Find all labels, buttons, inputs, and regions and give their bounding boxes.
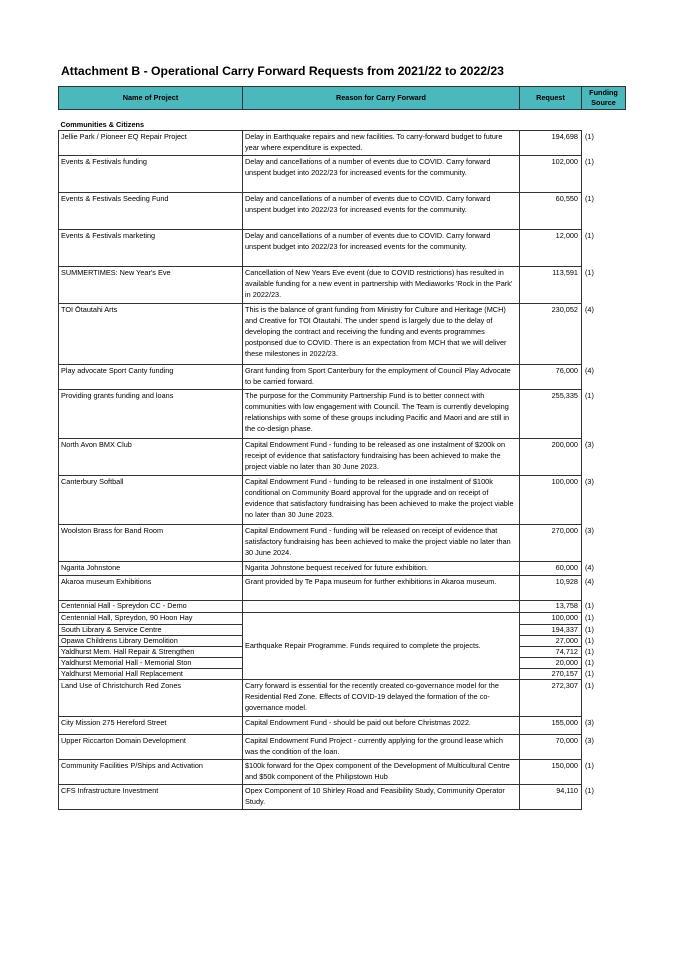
project-cell: Woolston Brass for Band Room <box>59 525 243 562</box>
reason-cell: The purpose for the Community Partnership Fund is to better connect with communities with low engagement with Council. The Team is currently developing relationships with some of these groups including Pacific and Maori and are still in the co-design phase. <box>243 390 520 439</box>
project-cell: Events & Festivals Seeding Fund <box>59 193 243 230</box>
table-row <box>59 267 626 304</box>
project-cell: TOI Ōtautahi Arts <box>59 304 243 365</box>
funding-source-cell: (1) <box>585 680 594 690</box>
project-cell: South Library & Service Centre <box>59 625 243 636</box>
funding-source-cell: (1) <box>585 390 594 400</box>
page-title: Attachment B - Operational Carry Forward Requests from 2021/22 to 2022/23 <box>61 64 504 78</box>
funding-source-cell: (1) <box>585 635 594 645</box>
funding-source-cell: (4) <box>585 304 594 314</box>
table-row <box>59 680 626 717</box>
reason-cell: Opex Component of 10 Shirley Road and Feasibility Study, Community Operator Study. <box>243 785 520 810</box>
funding-source-cell: (4) <box>585 576 594 586</box>
request-cell: 74,712 <box>520 647 582 658</box>
table-row <box>59 131 626 156</box>
request-cell: 272,307 <box>520 680 582 717</box>
project-cell: CFS Infrastructure Investment <box>59 785 243 810</box>
request-cell: 70,000 <box>520 735 582 760</box>
request-cell: 113,591 <box>520 267 582 304</box>
project-cell: Akaroa museum Exhibitions <box>59 576 243 601</box>
request-cell: 27,000 <box>520 636 582 647</box>
reason-cell: Capital Endowment Fund - funding to be released as one instalment of $200k on receipt of evidence that satisfactory fundraising has been achieved to make the project viable no later than 30 June 2023. <box>243 439 520 476</box>
request-cell: 100,000 <box>520 613 582 625</box>
funding-source-cell: (4) <box>585 365 594 375</box>
project-cell: Centennial Hall, Spreydon, 90 Hoon Hay <box>59 613 243 625</box>
project-cell: Land Use of Christchurch Red Zones <box>59 680 243 717</box>
funding-source-cell: (1) <box>585 657 594 667</box>
reason-cell: Delay and cancellations of a number of events due to COVID. Carry forward unspent budget into 2022/23 for increased events for the community. <box>243 230 520 267</box>
funding-source-cell: (1) <box>585 760 594 770</box>
funding-source-cell: (1) <box>585 230 594 240</box>
project-cell: Community Facilities P/Ships and Activation <box>59 760 243 785</box>
table-row <box>59 785 626 810</box>
funding-source-cell: (1) <box>585 156 594 166</box>
reason-cell: This is the balance of grant funding from Ministry for Culture and Heritage (MCH) and Creative for TOI Ōtautahi. The under spend is largely due to the delay of developing the contract and receiving the funding and events programmes postponsed due to COVID. There is an expectation from MCH that we will deliver these milestones in 2022/23. <box>243 304 520 365</box>
reason-cell: Grant provided by Te Papa museum for further exhibitions in Akaroa museum. <box>243 576 520 601</box>
table-row <box>59 601 626 613</box>
table-row <box>59 735 626 760</box>
funding-source-cell: (3) <box>585 439 594 449</box>
funding-source-cell: (1) <box>585 785 594 795</box>
reason-cell: Cancellation of New Years Eve event (due to COVID restrictions) has resulted in available funding for a new event in partnership with Mediaworks 'Rock in the Park' in 2022/23. <box>243 267 520 304</box>
request-cell: 94,110 <box>520 785 582 810</box>
table-row <box>59 717 626 735</box>
funding-source-cell: (3) <box>585 717 594 727</box>
request-cell: 10,928 <box>520 576 582 601</box>
table-row <box>59 365 626 390</box>
project-cell: Canterbury Softball <box>59 476 243 525</box>
table-row <box>59 156 626 193</box>
reason-cell: Capital Endowment Fund - funding will be released on receipt of evidence that satisfactory fundraising has been achieved to make the project viable no later than 30 June 2024. <box>243 525 520 562</box>
request-cell: 270,157 <box>520 669 582 680</box>
request-cell: 100,000 <box>520 476 582 525</box>
funding-source-cell: (1) <box>585 600 594 610</box>
request-cell: 150,000 <box>520 760 582 785</box>
header-funding-line2: Source <box>591 98 616 107</box>
request-cell: 230,052 <box>520 304 582 365</box>
project-cell: North Avon BMX Club <box>59 439 243 476</box>
reason-cell: Capital Endowment Fund - funding to be released in one instalment of $100k conditional on Community Board approval for the upgrade and on receipt of evidence that satisfactory fundraising has been achieved to make the project viable no later than 30 June 2023. <box>243 476 520 525</box>
table-row <box>59 230 626 267</box>
project-cell: Providing grants funding and loans <box>59 390 243 439</box>
project-cell: SUMMERTIMES: New Year's Eve <box>59 267 243 304</box>
funding-source-cell: (1) <box>585 131 594 141</box>
project-cell: Centennial Hall - Spreydon CC - Demo <box>59 601 243 613</box>
table-row <box>59 562 626 576</box>
reason-cell: Ngarita Johnstone bequest received for future exhibition. <box>243 562 520 576</box>
carry-forward-table <box>58 86 626 810</box>
request-cell: 60,550 <box>520 193 582 230</box>
table-row <box>59 476 626 525</box>
reason-cell: Grant funding from Sport Canterbury for the employment of Council Play Advocate to be carried forward. <box>243 365 520 390</box>
funding-source-cell: (1) <box>585 646 594 656</box>
table-row <box>59 304 626 365</box>
project-cell: Yaldhurst Memorial Hall - Memorial Ston <box>59 658 243 669</box>
table-row <box>59 193 626 230</box>
project-cell: Yaldhurst Mem. Hall Repair & Strengthen <box>59 647 243 658</box>
table-row <box>59 760 626 785</box>
project-cell: Upper Riccarton Domain Development <box>59 735 243 760</box>
header-funding-source <box>582 87 626 110</box>
section-label: Communities & Citizens <box>60 120 145 129</box>
header-project: Name of Project <box>59 87 243 110</box>
eq-reason-cell: Earthquake Repair Programme. Funds required to complete the projects. <box>243 613 520 680</box>
funding-source-cell: (1) <box>585 612 594 622</box>
project-cell: Events & Festivals funding <box>59 156 243 193</box>
project-cell: Opawa Childrens Library Demolition <box>59 636 243 647</box>
project-cell: City Mission 275 Hereford Street <box>59 717 243 735</box>
reason-cell: Capital Endowment Fund Project - currently applying for the ground lease which was the condition of the loan. <box>243 735 520 760</box>
table-header-row <box>59 87 626 110</box>
reason-cell: Delay and cancellations of a number of events due to COVID. Carry forward unspent budget into 2022/23 for increased events for the community. <box>243 193 520 230</box>
project-cell: Ngarita Johnstone <box>59 562 243 576</box>
header-funding-line1: Funding <box>589 88 618 97</box>
funding-source-cell: (1) <box>585 668 594 678</box>
funding-source-cell: (1) <box>585 267 594 277</box>
funding-source-cell: (4) <box>585 562 594 572</box>
request-cell: 12,000 <box>520 230 582 267</box>
request-cell: 76,000 <box>520 365 582 390</box>
table-row <box>59 439 626 476</box>
header-request: Request <box>520 87 582 110</box>
reason-cell: Delay in Earthquake repairs and new facilities. To carry-forward budget to future year where expenditure is expected. <box>243 131 520 156</box>
table-row <box>59 576 626 601</box>
request-cell: 194,698 <box>520 131 582 156</box>
header-reason: Reason for Carry Forward <box>243 87 520 110</box>
funding-source-cell: (1) <box>585 624 594 634</box>
request-cell: 20,000 <box>520 658 582 669</box>
funding-source-cell: (3) <box>585 735 594 745</box>
reason-cell: Carry forward is essential for the recently created co-governance model for the Residential Red Zone. Effects of COVID-19 delayed the formation of the co-governance model. <box>243 680 520 717</box>
request-cell: 194,337 <box>520 625 582 636</box>
request-cell: 255,335 <box>520 390 582 439</box>
reason-cell: Capital Endowment Fund - should be paid out before Christmas 2022. <box>243 717 520 735</box>
project-cell: Events & Festivals marketing <box>59 230 243 267</box>
request-cell: 155,000 <box>520 717 582 735</box>
reason-cell: Delay and cancellations of a number of events due to COVID. Carry forward unspent budget into 2022/23 for increased events for the community. <box>243 156 520 193</box>
funding-source-cell: (3) <box>585 525 594 535</box>
request-cell: 60,000 <box>520 562 582 576</box>
request-cell: 270,000 <box>520 525 582 562</box>
table-row <box>59 613 626 625</box>
table-row <box>59 390 626 439</box>
funding-source-cell: (3) <box>585 476 594 486</box>
funding-source-cell: (1) <box>585 193 594 203</box>
reason-cell: $100k forward for the Opex component of the Development of Multicultural Centre and $50k component of the Philipstown Hub <box>243 760 520 785</box>
project-cell: Play advocate Sport Canty funding <box>59 365 243 390</box>
project-cell: Yaldhurst Memorial Hall Replacement <box>59 669 243 680</box>
section-row <box>59 110 626 131</box>
request-cell: 13,758 <box>520 601 582 613</box>
reason-cell-empty <box>243 601 520 613</box>
request-cell: 200,000 <box>520 439 582 476</box>
project-cell: Jellie Park / Pioneer EQ Repair Project <box>59 131 243 156</box>
table-row <box>59 525 626 562</box>
request-cell: 102,000 <box>520 156 582 193</box>
